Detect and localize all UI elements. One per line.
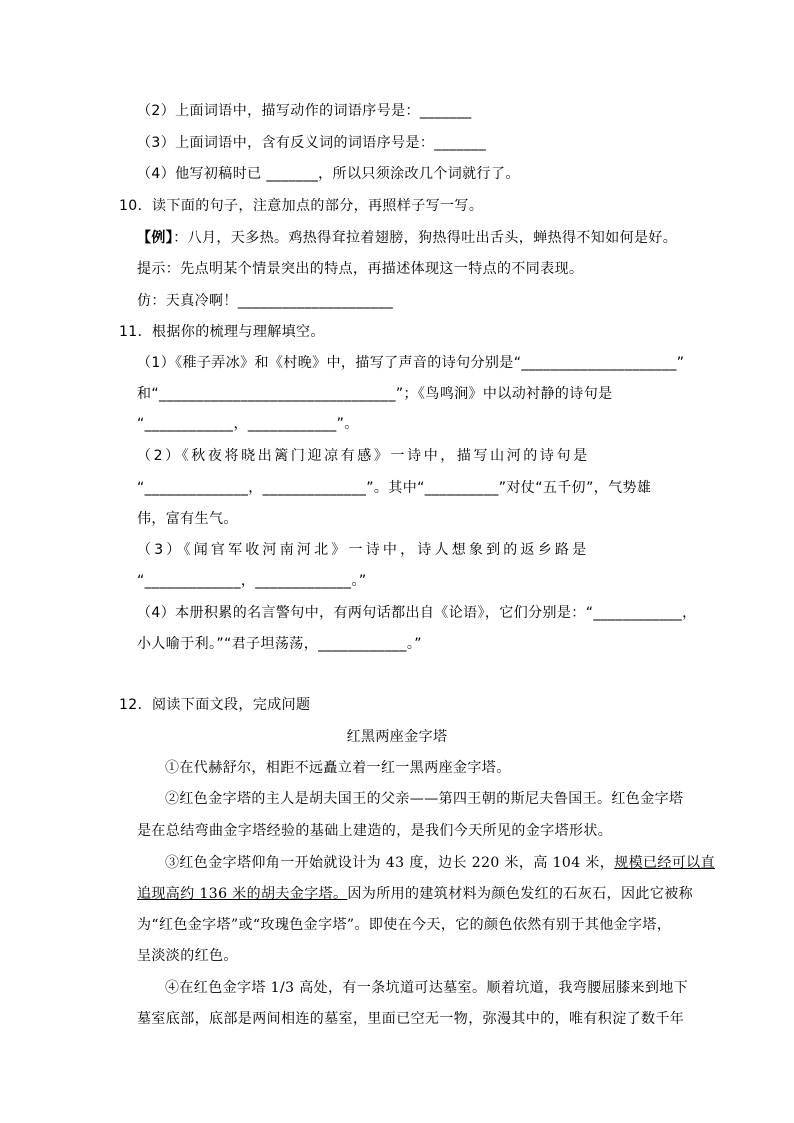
question-11-1c: “____________，____________”。 [137,416,359,432]
paragraph-3-line-1 [165,853,715,873]
question-11-2b: “______________，______________”。其中“__________”对仗“五千仞”，气势雄 [137,480,652,496]
question-11-1a: （1）《稚子弄冰》和《村晚》中，描写了声音的诗句分别是“_____________________” [137,355,685,371]
paragraph-3-text-cont: 因为所用的建筑材料为颜色发红的石灰石，因此它被称 [347,886,694,902]
paragraph-3-text: ③红色金字塔仰角一开始就设计为 43 度，边长 220 米，高 104 米， [165,855,615,871]
paragraph-1: ①在代赫舒尔，相距不远矗立着一红一黑两座金字塔。 [165,760,511,776]
question-11-2c: 伟，富有生气。 [137,511,238,527]
paragraph-3-line-4: 呈淡淡的红色。 [137,948,238,964]
imitate-label: 仿：天真冷啊！ [137,293,238,309]
passage-title: 红黑两座金字塔 [346,729,448,745]
question-11: 11．根据你的梳理与理解填空。 [119,324,325,340]
underlined-sentence-part-1: 规模已经可以直 [614,855,715,871]
question-10: 10．读下面的句子，注意加点的部分，再照样子写一写。 [119,198,484,214]
question-11-1b: 和“________________________________”；《鸟鸣涧》中以动衬静的诗句是 [137,386,613,402]
question-11-3b: “_____________，_____________。” [137,573,367,589]
question-11-4a: （4）本册积累的名言警句中，有两句话都出自《论语》，它们分别是：“____________， [137,605,697,621]
hint-line: 提示：先点明某个情景突出的特点，再描述体现这一特点的不同表现。 [137,261,584,277]
example-text: ：八月，天多热。鸡热得耷拉着翅膀，狗热得吐出舌头，蝉热得不知如何是好。 [173,230,678,246]
paragraph-2-line-1: ②红色金字塔的主人是胡夫国王的父亲——第四王朝的斯尼夫鲁国王。红色金字塔 [165,791,684,807]
question-11-3a: （3）《闻官军收河南河北》一诗中，诗人想象到的返乡路是 [137,542,590,558]
paragraph-4-line-1: ④在红色金字塔 1/3 高处，有一条坑道可达墓室。顺着坑道，我弯腰屈膝来到地下 [165,980,689,996]
paragraph-4-line-2: 墓室底部，底部是两间相连的墓室，里面已空无一物，弥漫其中的，唯有积淀了数千年 [137,1011,685,1027]
imitate-line [137,291,393,311]
question-11-4b: 小人喻于利。”“君子坦荡荡，____________。” [137,636,422,652]
question-12: 12．阅读下面文段，完成问题 [119,697,311,713]
question-9-2: （2）上面词语中，描写动作的词语序号是：_______ [137,103,472,119]
question-11-2a: （2）《秋夜将晓出篱门迎凉有感》一诗中，描写山河的诗句是 [137,448,590,464]
example-line [137,228,677,248]
imitate-blank: _____________________ [237,293,394,309]
paragraph-2-line-2: 是在总结弯曲金字塔经验的基础上建造的，是我们今天所见的金字塔形状。 [137,823,613,839]
question-9-3: （3）上面词语中，含有反义词的词语序号是：_______ [137,135,487,151]
paragraph-3-line-2 [137,884,693,904]
question-9-4: （4）他写初稿时已 _______，所以只须涂改几个词就行了。 [137,166,520,182]
example-label: 【例】 [137,230,174,246]
underlined-sentence-part-2: 追现高约 136 米的胡夫金字塔。 [137,886,348,902]
paragraph-3-line-3: 为“红色金字塔”或“玫瑰色金字塔”。即使在今天，它的颜色依然有别于其他金字塔， [137,917,672,933]
